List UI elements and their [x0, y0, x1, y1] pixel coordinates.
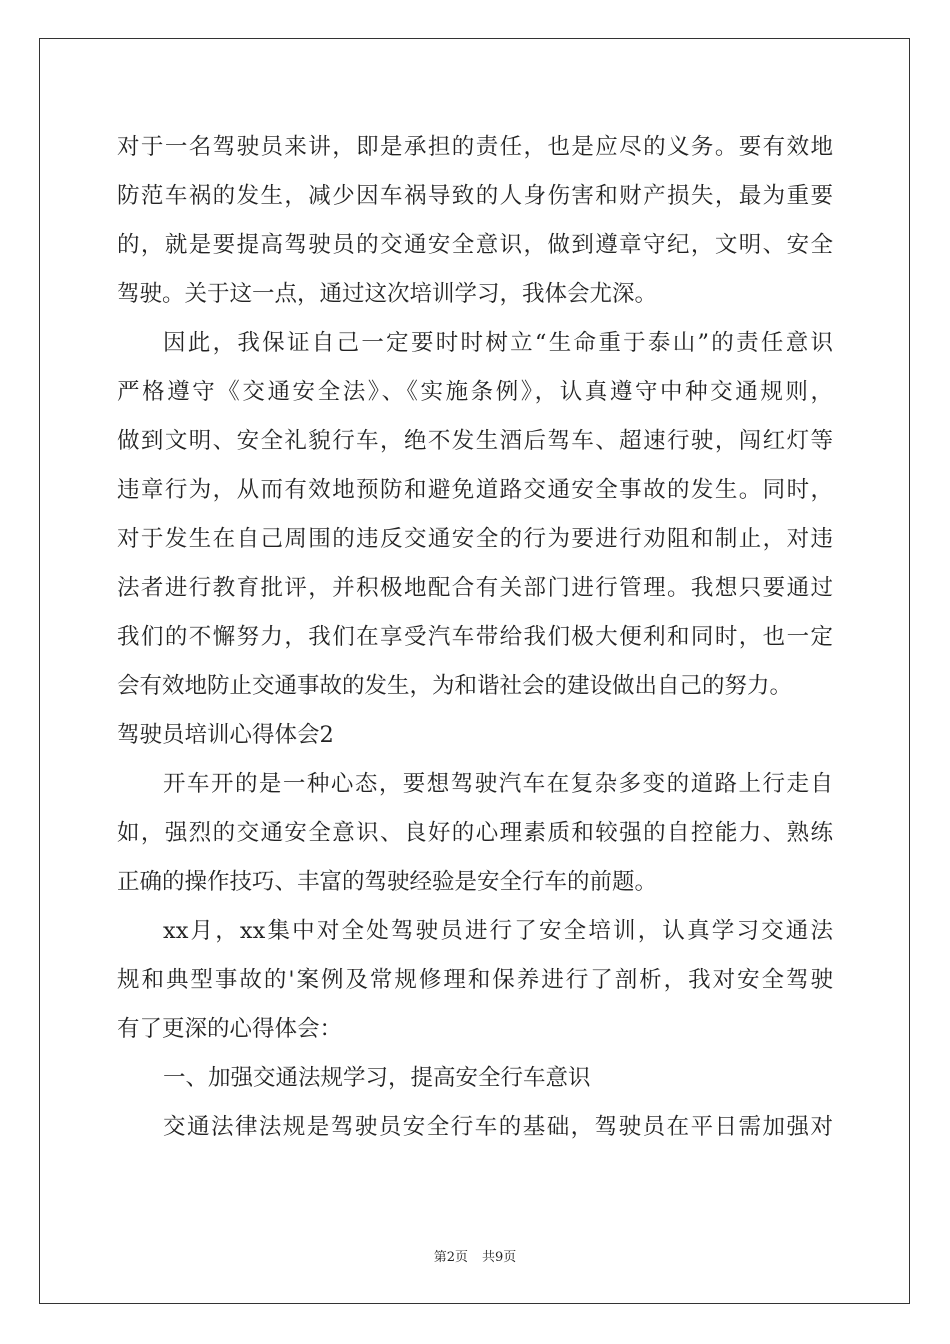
page-number: 第2页 [433, 1250, 468, 1265]
text-line: 规和典型事故的'案例及常规修理和保养进行了剖析，我对安全驾驶 [117, 967, 833, 993]
text-line: 开车开的是一种心态，要想驾驶汽车在复杂多变的道路上行走自 [163, 771, 833, 797]
text-line: 如，强烈的交通安全意识、良好的心理素质和较强的自控能力、熟练 [117, 820, 833, 846]
text-line: 正确的操作技巧、丰富的驾驶经验是安全行车的前题。 [117, 869, 658, 895]
page-footer [0, 1246, 950, 1265]
text-line: 交通法律法规是驾驶员安全行车的基础，驾驶员在平日需加强对 [163, 1114, 833, 1140]
text-line: 因此，我保证自己一定要时时树立“生命重于泰山”的责任意识 [163, 330, 833, 356]
text-line: 违章行为，从而有效地预防和避免道路交通安全事故的发生。同时， [117, 477, 833, 503]
paragraph [117, 1054, 833, 1103]
text-line: 防范车祸的发生，减少因车祸导致的人身伤害和财产损失，最为重要 [117, 183, 833, 209]
text-line: 有了更深的心得体会： [117, 1016, 343, 1042]
paragraph [117, 1103, 833, 1152]
page-total: 共9页 [482, 1250, 517, 1265]
text-line: 对于一名驾驶员来讲，即是承担的责任，也是应尽的义务。要有效地 [117, 134, 833, 160]
text-line: 的，就是要提高驾驶员的交通安全意识，做到遵章守纪，文明、安全 [117, 232, 833, 258]
text-line: 法者进行教育批评，并积极地配合有关部门进行管理。我想只要通过 [117, 575, 833, 601]
paragraph [117, 907, 833, 1054]
text-line: 一、加强交通法规学习，提高安全行车意识 [163, 1065, 591, 1091]
section-heading: 驾驶员培训心得体会2 [117, 722, 334, 748]
paragraph [117, 760, 833, 907]
text-line: 我们的不懈努力，我们在享受汽车带给我们极大便利和同时，也一定 [117, 624, 833, 650]
text-line: 严格遵守《交通安全法》、《实施条例》，认真遵守中种交通规则， [117, 379, 833, 405]
text-line: 会有效地防止交通事故的发生，为和谐社会的建设做出自己的努力。 [117, 673, 793, 699]
text-line: 对于发生在自己周围的违反交通安全的行为要进行劝阻和制止，对违 [117, 526, 833, 552]
text-line: 驾驶。关于这一点，通过这次培训学习，我体会尤深。 [117, 281, 658, 307]
text-line: 做到文明、安全礼貌行车，绝不发生酒后驾车、超速行驶，闯红灯等 [117, 428, 833, 454]
paragraph [117, 123, 833, 319]
document-body [117, 123, 833, 1152]
text-line: xx月，xx集中对全处驾驶员进行了安全培训，认真学习交通法 [163, 918, 833, 944]
paragraph [117, 319, 833, 711]
